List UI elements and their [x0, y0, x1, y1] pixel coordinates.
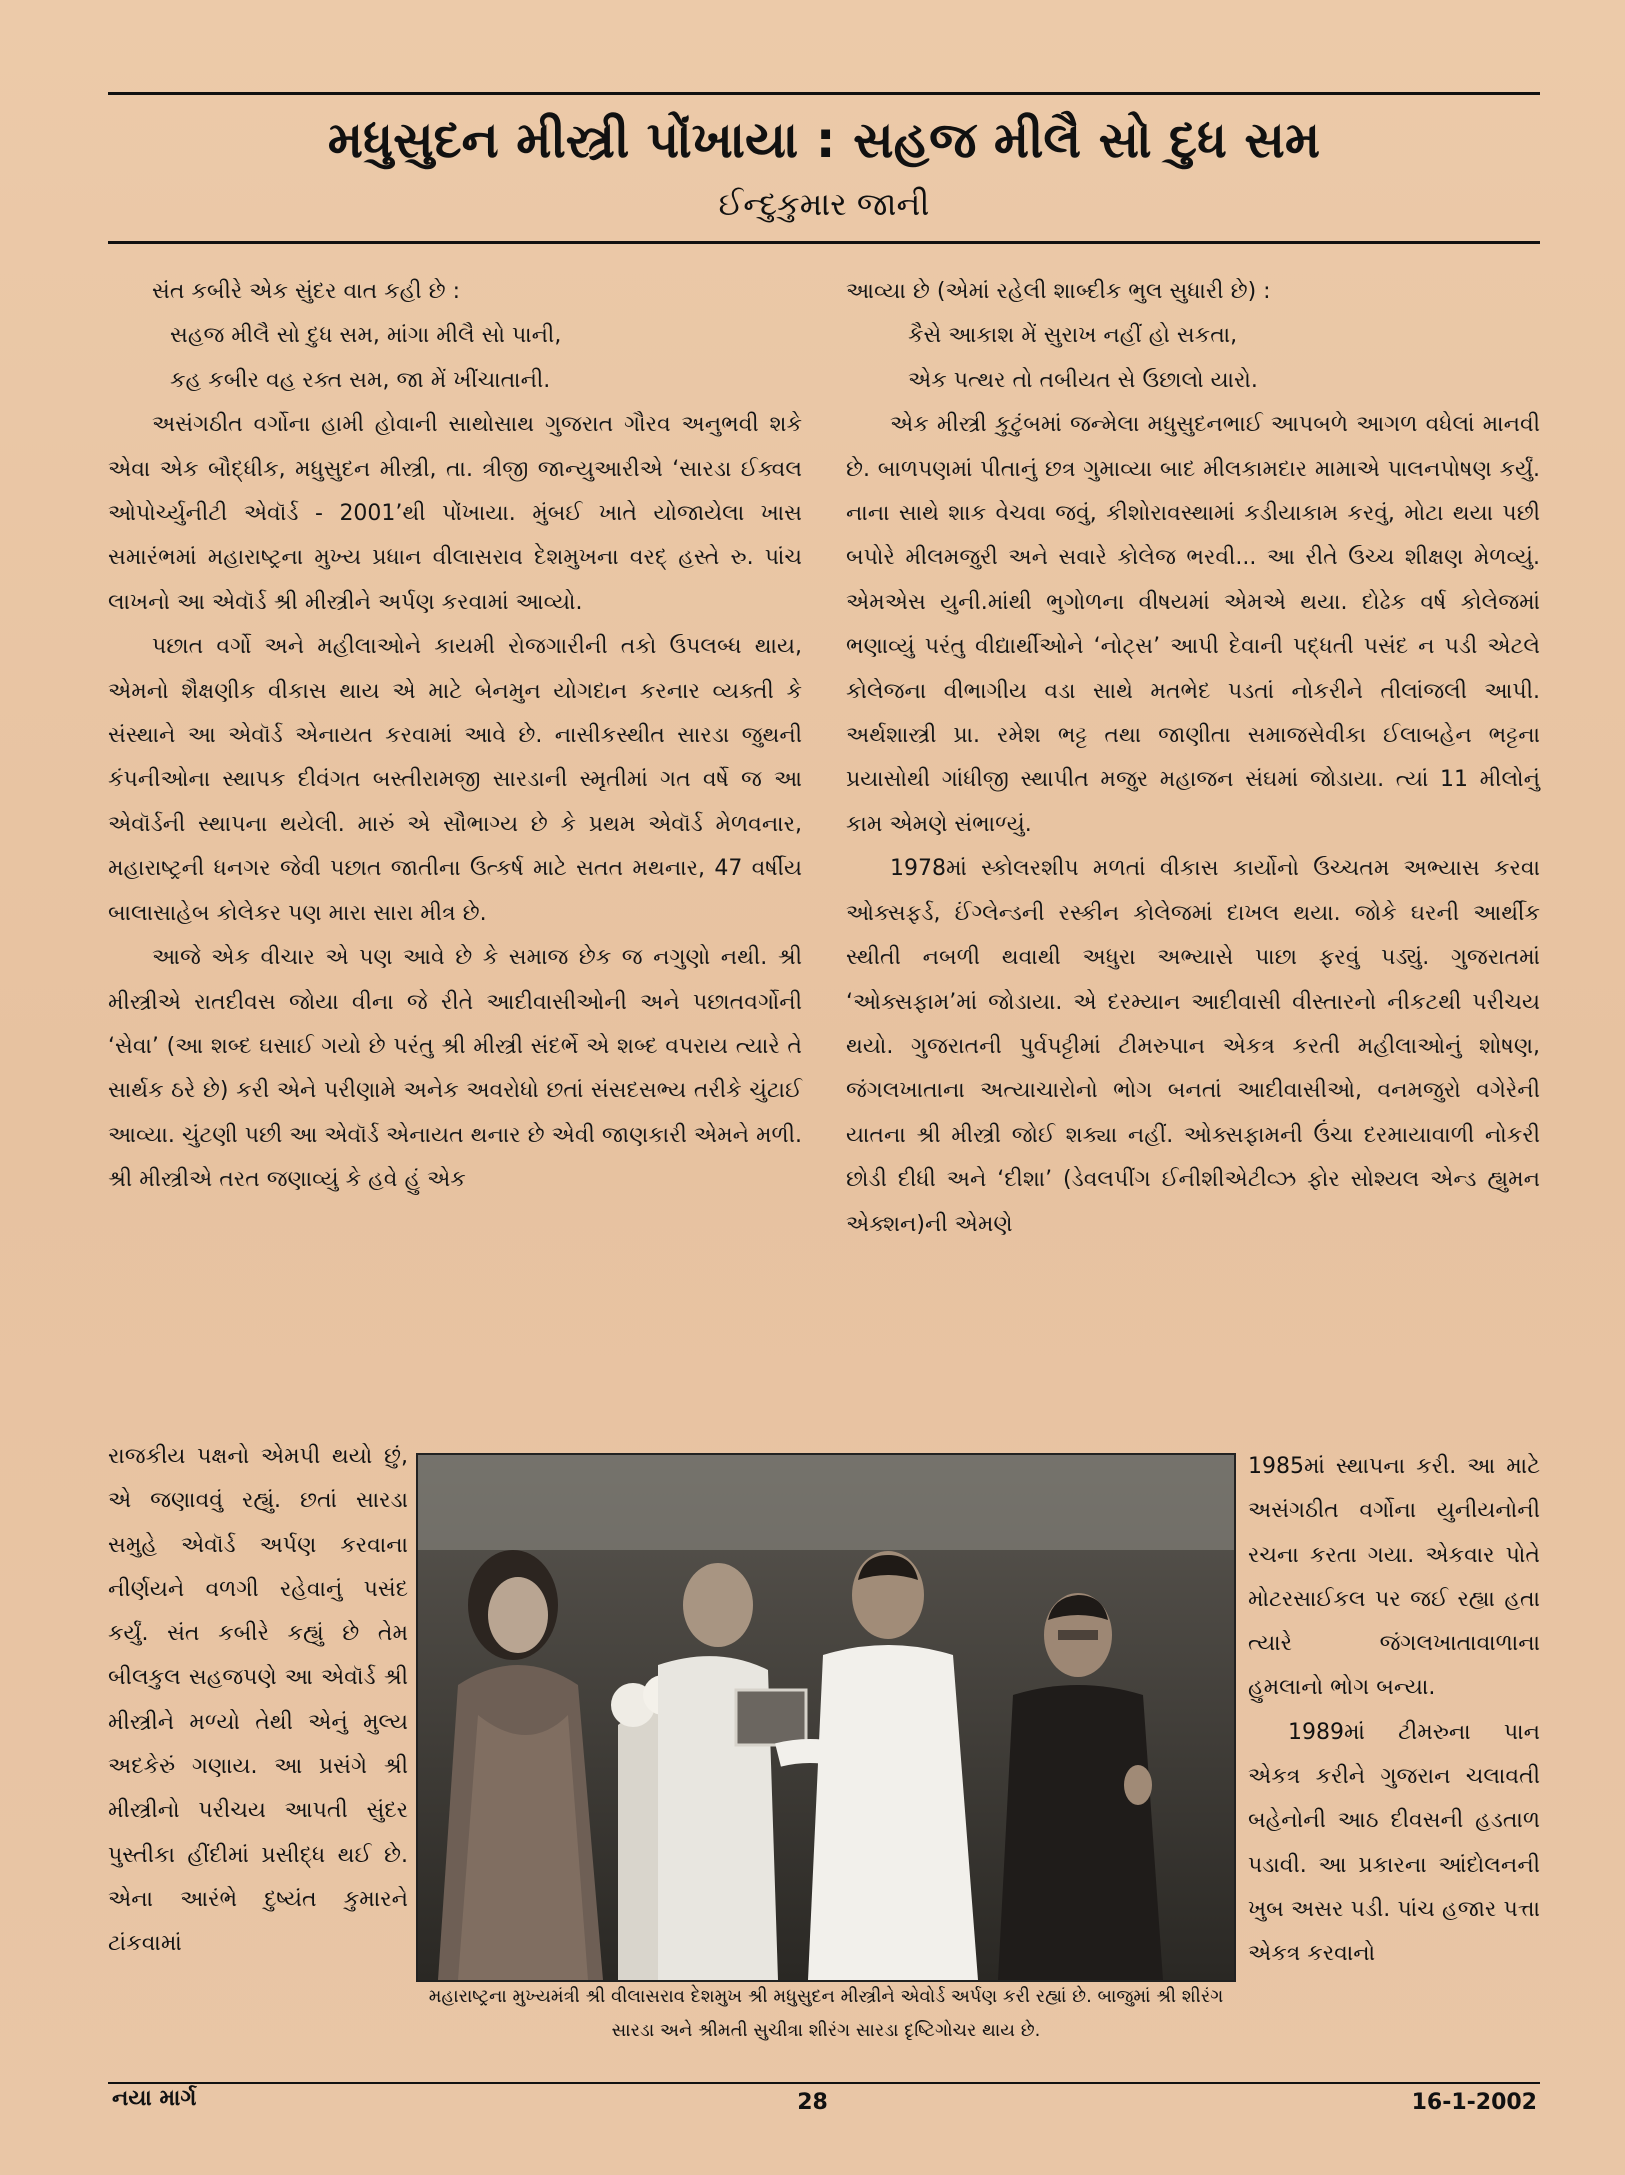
right-paragraph-1: એક મીસ્ત્રી કુટુંબમાં જન્મેલા મધુસુદનભાઈ આપબળે આગળ વધેલાં માનવી છે. બાળપણમાં પીતાનું છત્ર ગુમાવ્યા બાદ મીલકામદાર મામાએ પાલનપોષણ કર્યું. નાના સાથે શાક વેચવા જવું, કીશોરાવસ્થામાં કડીયાકામ કરવું, મોટા થયા પછી બપોરે મીલમજુરી અને સવારે કોલેજ ભરવી... આ રીતે ઉચ્ચ શીક્ષણ મેળવ્યું. એમએસ યુની.માંથી ભુગોળના વીષયમાં એમએ થયા. દોઢેક વર્ષ કોલેજમાં ભણાવ્યું પરંતુ વીદ્યાર્થીઓને ‘નોટ્સ’ આપી દેવાની પદ્ધતી પસંદ ન પડી એટલે કોલેજના વીભાગીય વડા સાથે મતભેદ પડતાં નોકરીને તીલાંજલી આપી. અર્થશાસ્ત્રી પ્રા. રમેશ ભટ્ટ તથા જાણીતા સમાજસેવીકા ઈલાબહેન ભટ્ટના પ્રયાસોથી ગાંધીજી સ્થાપીત મજુર મહાજન સંઘમાં જોડાયા. ત્યાં 11 મીલોનું કામ એમણે સંભાળ્યું. [846, 412, 1540, 837]
kabir-verse-line-1: સહજ મીલૈ સો દુધ સમ, માંગા મીલૈ સો પાની, [170, 323, 562, 349]
footer-rule [108, 2082, 1540, 2084]
dushyant-verse-line-1: કૈસે આકાશ મેં સુરાખ નહીં હો સકતા, [908, 323, 1238, 349]
right-paragraph-2: 1978માં સ્કોલરશીપ મળતાં વીકાસ કાર્યોનો ઉચ્ચતમ અભ્યાસ કરવા ઓક્સફર્ડ, ઈંગ્લેન્ડની રસ્કીન કોલેજમાં દાખલ થયા. જોકે ઘરની આર્થીક સ્થીતી નબળી થવાથી અધુરા અભ્યાસે પાછા ફરવું પડ્યું. ગુજરાતમાં ‘ઓક્સફામ’માં જોડાયા. એ દરમ્યાન આદીવાસી વીસ્તારનો નીકટથી પરીચય થયો. ગુજરાતની પુર્વપટ્ટીમાં ટીમરુપાન એકત્ર કરતી મહીલાઓનું શોષણ, જંગલખાતાના અત્યાચારોનો ભોગ બનતાં આદીવાસીઓ, વનમજુરો વગેરેની યાતના શ્રી મીસ્ત્રી જોઈ શક્યા નહીં. ઓક્સફામની ઉંચા દરમાયાવાળી નોકરી છોડી દીધી અને ‘દીશા’ (ડેવલપીંગ ઈનીશીએટીવ્ઝ ફોર સોશ્યલ એન્ડ હ્યુમન એક્શન)ની એમણે [846, 856, 1540, 1237]
dushyant-verse-line-2: એક પત્થર તો તબીયત સે ઉછાલો યારો. [908, 367, 1258, 393]
right-column [846, 270, 1540, 1247]
kabir-verse-line-2: કહ કબીર વહ રક્ત સમ, જા મેં ખીંચાતાની. [170, 367, 551, 393]
left-paragraph-2: પછાત વર્ગો અને મહીલાઓને કાયમી રોજગારીની તકો ઉપલબ્ધ થાય, એમનો શૈક્ષણીક વીકાસ થાય એ માટે બેનમુન યોગદાન કરનાર વ્યક્તી કે સંસ્થાને આ એવૉર્ડ એનાયત કરવામાં આવે છે. નાસીકસ્થીત સારડા જુથની કંપનીઓના સ્થાપક દીવંગત બસ્તીરામજી સારડાની સ્મૃતીમાં ગત વર્ષે જ આ એવૉર્ડની સ્થાપના થયેલી. મારું એ સૌભાગ્ય છે કે પ્રથમ એવૉર્ડ મેળવનાર, મહારાષ્ટ્રની ધનગર જેવી પછાત જાતીના ઉત્કર્ષ માટે સતત મથનાર, 47 વર્ષીય બાલાસાહેબ કોલેકર પણ મારા સારા મીત્ર છે. [108, 634, 802, 926]
right-intro: આવ્યા છે (એમાં રહેલી શાબ્દીક ભુલ સુધારી છે) : [846, 279, 1271, 304]
left-paragraph-3: આજે એક વીચાર એ પણ આવે છે કે સમાજ છેક જ નગુણો નથી. શ્રી મીસ્ત્રીએ રાતદીવસ જોયા વીના જે રીતે આદીવાસીઓની અને પછાતવર્ગોની ‘સેવા’ (આ શબ્દ ઘસાઈ ગયો છે પરંતુ શ્રી મીસ્ત્રી સંદર્ભે એ શબ્દ વપરાય ત્યારે તે સાર્થક ઠરે છે) કરી એને પરીણામે અનેક અવરોધો છતાં સંસદસભ્ય તરીકે ચુંટાઈ આવ્યા. ચુંટણી પછી આ એવૉર્ડ એનાયત થનાર છે એવી જાણકારી એમને મળી. શ્રી મીસ્ત્રીએ તરત જણાવ્યું કે હવે હું એક [108, 945, 802, 1193]
magazine-name: નયા માર્ગ [112, 2086, 197, 2111]
left-column [108, 270, 802, 1203]
top-rule [108, 92, 1540, 95]
author-byline: ઈન્દુકુમાર જાની [718, 185, 930, 223]
left-intro: સંત કબીરે એક સુંદર વાત કહી છે : [152, 279, 461, 304]
article-title: મધુસુદન મીસ્ત્રી પોંખાયા : સહજ મીલૈ સો દુધ સમ [327, 111, 1321, 169]
award-photo-illustration [418, 1455, 1234, 1980]
right-wrap-paragraph-1: 1985માં સ્થાપના કરી. આ માટે અસંગઠીત વર્ગોના યુનીયનોની રચના કરતા ગયા. એકવાર પોતે મોટરસાઈકલ પર જઈ રહ્યા હતા ત્યારે જંગલખાતાવાળાના હુમલાનો ભોગ બન્યા. [1248, 1454, 1540, 1701]
left-wrap-paragraph: રાજકીય પક્ષનો એમપી થયો છું, એ જણાવવું રહ્યું. છતાં સારડા સમુહે એવૉર્ડ અર્પણ કરવાના નીર્ણયને વળગી રહેવાનું પસંદ કર્યું. સંત કબીરે કહ્યું છે તેમ બીલકુલ સહજપણે આ એવૉર્ડ શ્રી મીસ્ત્રીને મળ્યો તેથી એનું મુલ્ય અદકેરું ગણાય. આ પ્રસંગે શ્રી મીસ્ત્રીનો પરીચય આપતી સુંદર પુસ્તીકા હીંદીમાં પ્રસીદ્ધ થઈ છે. એના આરંભે દુષ્યંત કુમારને ટાંકવામાં [108, 1444, 408, 1957]
left-wrap-text [108, 1435, 408, 1967]
photo-caption: મહારાષ્ટ્રના મુખ્યમંત્રી શ્રી વીલાસરાવ દેશમુખ શ્રી મધુસુદન મીસ્ત્રીને એવોર્ડ અર્પણ કરી રહ્યાં છે. બાજુમાં શ્રી શીરંગ સારડા અને શ્રીમતી સુચીત્રા શીરંગ સારડા દૃષ્ટિગોચર થાય છે. [428, 1986, 1224, 2041]
page-number: 28 [797, 2090, 828, 2115]
left-paragraph-1: અસંગઠીત વર્ગોના હામી હોવાની સાથોસાથ ગુજરાત ગૌરવ અનુભવી શકે એવા એક બૌદ્ધીક, મધુસુદન મીસ્ત્રી, તા. ત્રીજી જાન્યુઆરીએ ‘સારડા ઈક્વલ ઓપોર્ચ્યુનીટી એવૉર્ડ - 2001’થી પોંખાયા. મુંબઈ ખાતે યોજાયેલા ખાસ સમારંભમાં મહારાષ્ટ્રના મુખ્ય પ્રધાન વીલાસરાવ દેશમુખના વરદ્ હસ્તે રુ. પાંચ લાખનો આ એવૉર્ડ શ્રી મીસ્ત્રીને અર્પણ કરવામાં આવ્યો. [108, 412, 802, 615]
header-rule [108, 241, 1540, 244]
issue-date: 16-1-2002 [1411, 2090, 1537, 2115]
right-wrap-text [1248, 1445, 1540, 1977]
right-wrap-paragraph-2: 1989માં ટીમરુના પાન એકત્ર કરીને ગુજરાન ચલાવતી બહેનોની આઠ દીવસની હડતાળ પડાવી. આ પ્રકારના આંદોલનની ખુબ અસર પડી. પાંચ હજાર પત્તા એકત્ર કરવાનો [1248, 1719, 1540, 1967]
award-ceremony-photo [416, 1453, 1236, 1982]
